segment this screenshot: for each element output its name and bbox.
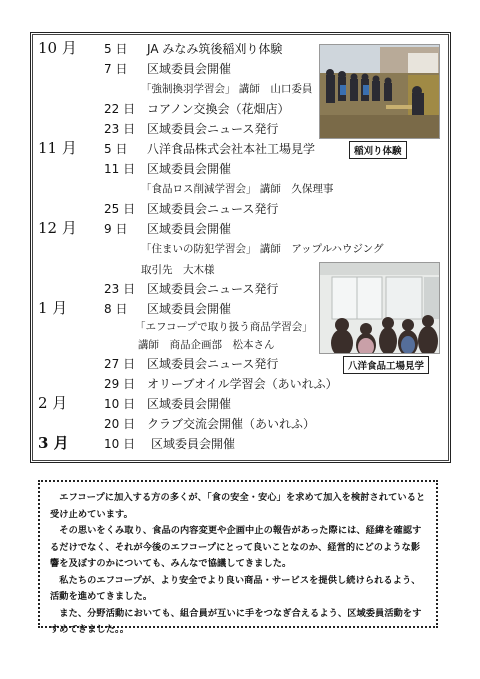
day-label: 23 日: [104, 282, 136, 296]
day-label: 9 日: [104, 222, 128, 236]
day-label: 29 日: [104, 377, 136, 391]
event-text: JA みなみ筑後稲刈り体験: [147, 42, 283, 56]
day-label: 5 日: [104, 42, 128, 56]
day-label: 10 日: [104, 397, 136, 411]
month-label: 2 月: [38, 394, 68, 412]
factory-tour-photo: [319, 262, 440, 354]
day-label: 23 日: [104, 122, 136, 136]
day-label: 25 日: [104, 202, 136, 216]
photo-caption: 稲刈り体験: [349, 141, 407, 159]
photo-caption: 八洋食品工場見学: [343, 356, 429, 374]
event-detail: 「食品ロス削減学習会」 講師 久保理事: [141, 183, 334, 195]
rice-harvest-scene: [320, 45, 440, 139]
note-paragraph: エフコープに加入する方の多くが、「食の安全・安心」を求めて加入を検討されていると受け止めています。: [50, 492, 426, 520]
month-label: 12 月: [38, 219, 77, 237]
event-detail: 「住まいの防犯学習会」 講師 アップルハウジング: [141, 243, 384, 255]
note-paragraph: 私たちのエフコープが、より安全でより良い商品・サービスを提供し続けられるよう、活動を進めてきました。: [50, 574, 421, 602]
month-label: 10 月: [38, 39, 77, 57]
day-label: 11 日: [104, 162, 136, 176]
event-text: 区域委員会開催: [147, 62, 232, 76]
month-label: 1 月: [38, 299, 68, 317]
event-text: 区域委員会開催: [147, 162, 232, 176]
event-text: 区域委員会開催: [151, 437, 236, 451]
day-label: 7 日: [104, 62, 128, 76]
day-label: 10 日: [104, 437, 136, 451]
activity-note: [38, 480, 438, 635]
day-label: 27 日: [104, 357, 136, 371]
event-detail: 講師 商品企画部 松本さん: [138, 339, 275, 351]
note-paragraph: その思いをくみ取り、食品の内容変更や企画中止の報告があった際には、経緯を確認するだけでなく、それが今後のエフコープにとって良いことなのか、経営的にどのような影響を及ぼすのかについても、みんなで協議してきました。: [50, 525, 422, 569]
rice-harvest-photo: [319, 44, 440, 139]
event-text: 区域委員会ニュース発行: [147, 357, 279, 371]
day-label: 8 日: [104, 302, 128, 316]
event-text: 区域委員会開催: [147, 397, 232, 411]
factory-tour-scene: [320, 263, 440, 354]
event-text: 区域委員会開催: [147, 302, 232, 316]
event-detail: 「強制換羽学習会」 講師 山口委員: [141, 83, 313, 95]
event-text: コアノン交換会（花畑店）: [147, 102, 290, 116]
note-paragraph: また、分野活動においても、組合員が互いに手をつなぎ合えるよう、区域委員活動をすすめてきました。。: [50, 607, 422, 635]
day-label: 20 日: [104, 417, 136, 431]
month-label: 11 月: [38, 139, 77, 157]
event-text: オリーブオイル学習会（あいれふ）: [147, 377, 338, 391]
event-detail: 取引先 大木様: [141, 264, 215, 276]
event-text: 区域委員会ニュース発行: [147, 282, 279, 296]
event-text: 区域委員会ニュース発行: [147, 202, 279, 216]
event-text: 八洋食品株式会社本社工場見学: [147, 142, 316, 156]
event-text: 区域委員会ニュース発行: [147, 122, 279, 136]
event-detail: 「エフコープで取り扱う商品学習会」: [135, 321, 313, 333]
day-label: 22 日: [104, 102, 136, 116]
day-label: 5 日: [104, 142, 128, 156]
event-text: クラブ交流会開催（あいれふ）: [147, 417, 316, 431]
month-label: 3 月: [38, 434, 69, 452]
event-text: 区域委員会開催: [147, 222, 232, 236]
